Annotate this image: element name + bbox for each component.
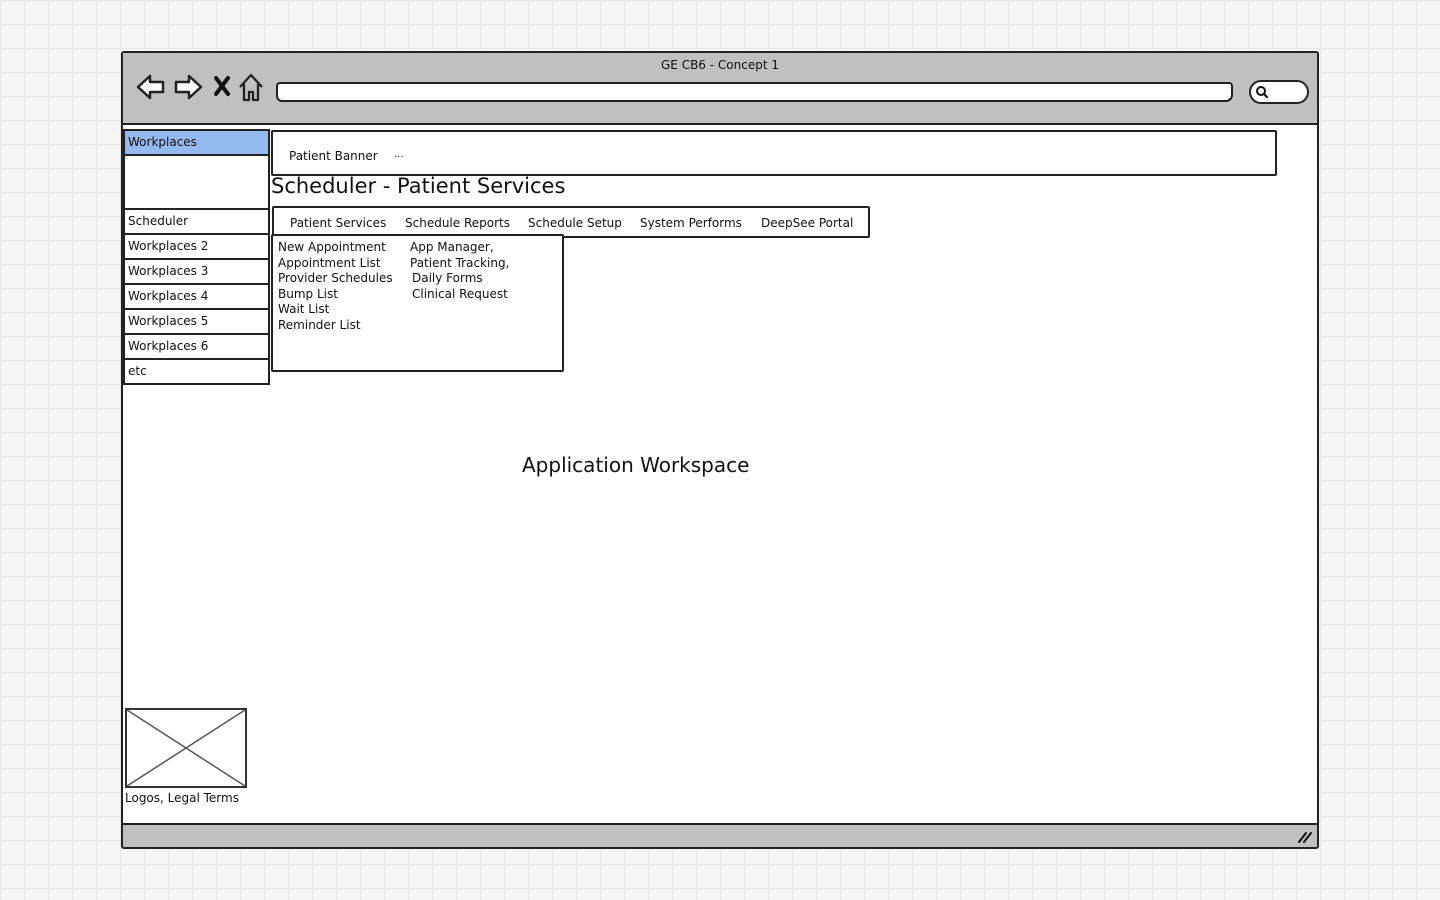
workplaces-sidebar xyxy=(123,131,270,385)
menu-item-daily-forms[interactable]: Daily Forms xyxy=(412,271,483,286)
back-arrow-icon[interactable] xyxy=(136,73,166,101)
url-input[interactable] xyxy=(276,82,1233,102)
tab-patient-services[interactable]: Patient Services xyxy=(290,216,387,230)
menu-item-reminder-list[interactable]: Reminder List xyxy=(278,317,361,332)
status-bar xyxy=(123,823,1317,847)
menu-item-wait-list[interactable]: Wait List xyxy=(278,302,330,317)
window-title: GE CB6 - Concept 1 xyxy=(661,58,779,72)
sidebar-item-etc[interactable]: etc xyxy=(123,358,270,385)
browser-window xyxy=(121,51,1319,849)
home-icon[interactable] xyxy=(238,73,264,103)
tab-system-performs[interactable]: System Performs xyxy=(640,216,742,230)
sidebar-item-workplaces-6[interactable]: Workplaces 6 xyxy=(123,333,270,360)
search-box[interactable] xyxy=(1249,80,1309,104)
menu-item-appointment-list[interactable]: Appointment List xyxy=(278,255,381,270)
dropdown-column-2 xyxy=(410,240,509,302)
menu-item-provider-schedules[interactable]: Provider Schedules xyxy=(278,271,393,286)
tab-schedule-setup[interactable]: Schedule Setup xyxy=(528,216,622,230)
legal-terms-label: Logos, Legal Terms xyxy=(125,791,239,805)
stop-x-icon[interactable] xyxy=(213,75,231,97)
logo-placeholder-image xyxy=(125,708,247,788)
workspace-label: Application Workspace xyxy=(522,453,750,477)
image-placeholder-icon xyxy=(127,710,245,786)
title-bar xyxy=(123,53,1317,125)
tab-schedule-reports[interactable]: Schedule Reports xyxy=(405,216,510,230)
menu-item-bump-list[interactable]: Bump List xyxy=(278,286,338,301)
patient-banner xyxy=(271,130,1277,176)
dropdown-column-1 xyxy=(278,240,393,334)
sidebar-header-workplaces[interactable]: Workplaces xyxy=(123,129,270,156)
sidebar-spacer xyxy=(123,154,270,210)
resize-grip-icon[interactable] xyxy=(1297,830,1313,844)
sidebar-item-scheduler[interactable]: Scheduler xyxy=(123,208,270,235)
patient-banner-more[interactable]: ... xyxy=(394,149,404,160)
menu-item-app-manager[interactable]: App Manager, xyxy=(410,240,494,254)
page-title: Scheduler - Patient Services xyxy=(271,174,566,198)
sidebar-item-workplaces-4[interactable]: Workplaces 4 xyxy=(123,283,270,310)
menu-item-new-appointment[interactable]: New Appointment xyxy=(278,240,386,254)
sidebar-item-workplaces-5[interactable]: Workplaces 5 xyxy=(123,308,270,335)
tab-deepsee-portal[interactable]: DeepSee Portal xyxy=(761,216,854,230)
patient-services-dropdown xyxy=(271,234,564,372)
magnifier-icon xyxy=(1255,85,1269,99)
menu-item-patient-tracking[interactable]: Patient Tracking, xyxy=(410,255,510,270)
menu-item-clinical-request[interactable]: Clinical Request xyxy=(412,286,508,301)
patient-banner-label: Patient Banner xyxy=(289,149,378,163)
sidebar-item-workplaces-2[interactable]: Workplaces 2 xyxy=(123,233,270,260)
forward-arrow-icon[interactable] xyxy=(173,73,203,101)
sidebar-item-workplaces-3[interactable]: Workplaces 3 xyxy=(123,258,270,285)
